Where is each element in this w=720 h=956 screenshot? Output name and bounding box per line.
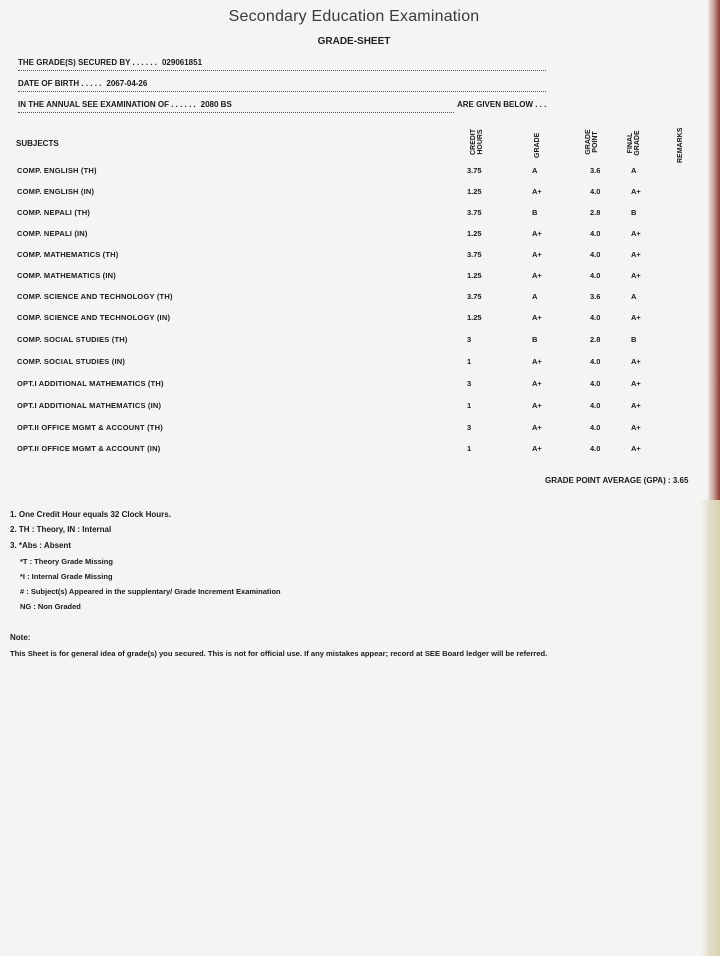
subject-name: COMP. ENGLISH (IN) [17,187,95,196]
table-row [0,166,708,180]
subject-name: COMP. NEPALI (TH) [17,208,91,217]
grade-point: 4.0 [590,229,601,238]
final-grade: A+ [631,423,641,432]
grade-point: 2.8 [590,335,601,344]
table-row [0,444,708,458]
final-grade: A+ [631,271,641,280]
subject-name: COMP. SOCIAL STUDIES (TH) [17,335,128,344]
credit-hours: 1.25 [467,229,482,238]
final-grade: B [631,208,637,217]
grade: A+ [532,444,542,453]
credit-hours: 1.25 [467,313,482,322]
grade: A [532,166,538,175]
footnote-th-in: 2. TH : Theory, IN : Internal [10,525,112,534]
grade-point: 4.0 [590,401,601,410]
table-row [0,229,708,243]
footnote-absent: 3. *Abs : Absent [10,541,72,550]
table-row [0,271,708,285]
secured-by-line [18,58,546,71]
dob-label: DATE OF BIRTH . . . . . [18,79,104,88]
footnote-internal-missing: *I : Internal Grade Missing [20,572,113,581]
exam-value: 2080 BS [201,100,235,109]
final-grade: A [631,292,637,301]
final-grade: A+ [631,379,641,388]
grade: A+ [532,423,542,432]
credit-hours: 3.75 [467,292,482,301]
subject-name: OPT.I ADDITIONAL MATHEMATICS (IN) [17,401,162,410]
table-row [0,423,708,437]
grade-point: 4.0 [590,313,601,322]
table-row [0,208,708,222]
subject-name: OPT.I ADDITIONAL MATHEMATICS (TH) [17,379,164,388]
grade-point: 4.0 [590,379,601,388]
subject-name: OPT.II OFFICE MGMT & ACCOUNT (IN) [17,444,161,453]
credit-hours: 3.75 [467,208,482,217]
grade-point: 4.0 [590,250,601,259]
grade: A+ [532,187,542,196]
footnote-credit-hour: 1. One Credit Hour equals 32 Clock Hours. [10,510,171,519]
grade-sheet-heading: GRADE-SHEET [317,36,391,47]
grade-header: GRADE [534,132,541,158]
footnote-non-graded: NG : Non Graded [20,602,81,611]
subject-name: COMP. MATHEMATICS (TH) [17,250,119,259]
credit-hours: 3 [467,335,472,344]
subject-name: COMP. SCIENCE AND TECHNOLOGY (TH) [17,292,173,301]
remarks-header: REMARKS [677,127,684,163]
footnote-supplementary: # : Subject(s) Appeared in the supplentary/ Grade Increment Examination [20,587,281,596]
final-grade: A+ [631,313,641,322]
final-grade: A+ [631,229,641,238]
subject-name: COMP. NEPALI (IN) [17,229,88,238]
grade: A [532,292,538,301]
credit-hours: 3 [467,379,472,388]
table-row [0,250,708,264]
subject-name: COMP. ENGLISH (TH) [17,166,97,175]
exam-title: Secondary Education Examination [228,8,480,25]
dob-line [18,79,546,92]
credit-hours-header: CREDIT HOURS [470,128,484,156]
credit-hours: 3 [467,423,472,432]
grade: A+ [532,313,542,322]
secured-by-label: THE GRADE(S) SECURED BY . . . . . . [18,58,160,67]
credit-hours: 1 [467,357,472,366]
grade: B [532,335,538,344]
credit-hours: 1.25 [467,187,482,196]
grade-point: 4.0 [590,444,601,453]
table-row [0,187,708,201]
table-row [0,335,708,349]
table-row [0,313,708,327]
gpa-summary: GRADE POINT AVERAGE (GPA) : 3.65 [545,476,689,485]
final-grade: B [631,335,637,344]
final-grade-header: FINAL GRADE [627,130,641,156]
grade: A+ [532,271,542,280]
credit-hours: 1 [467,401,472,410]
final-grade: A [631,166,637,175]
note-label: Note: [10,633,31,642]
grade-point: 3.6 [590,166,601,175]
note-text: This Sheet is for general idea of grade(s) you secured. This is not for official use. If any mistakes appear; record at SEE Board ledger will be referred. [10,649,548,658]
grade: A+ [532,357,542,366]
credit-hours: 3.75 [467,166,482,175]
grade-point: 4.0 [590,423,601,432]
subject-name: COMP. MATHEMATICS (IN) [17,271,116,280]
secured-by-value: 029061851 [162,58,205,67]
grade: A+ [532,401,542,410]
exam-label: IN THE ANNUAL SEE EXAMINATION OF . . . . . . [18,100,199,109]
table-row [0,357,708,371]
credit-hours: 1.25 [467,271,482,280]
grade-point-header: GRADE POINT [585,129,599,155]
subject-name: COMP. SOCIAL STUDIES (IN) [17,357,126,366]
subjects-header: SUBJECTS [16,139,59,148]
footnote-theory-missing: *T : Theory Grade Missing [20,557,113,566]
final-grade: A+ [631,187,641,196]
final-grade: A+ [631,357,641,366]
dob-value: 2067-04-26 [106,79,150,88]
paper-edge-shadow [700,500,720,956]
grade-point: 4.0 [590,357,601,366]
given-below-text: ARE GIVEN BELOW . . . [457,100,547,109]
table-row [0,292,708,306]
grade: A+ [532,250,542,259]
grade: A+ [532,229,542,238]
grade-point: 4.0 [590,187,601,196]
grade-point: 2.8 [590,208,601,217]
final-grade: A+ [631,401,641,410]
grade-point: 4.0 [590,271,601,280]
exam-line [18,100,454,113]
final-grade: A+ [631,250,641,259]
credit-hours: 1 [467,444,472,453]
grade: A+ [532,379,542,388]
table-row [0,401,708,415]
table-row [0,379,708,393]
credit-hours: 3.75 [467,250,482,259]
grade-point: 3.6 [590,292,601,301]
subject-name: COMP. SCIENCE AND TECHNOLOGY (IN) [17,313,171,322]
subject-name: OPT.II OFFICE MGMT & ACCOUNT (TH) [17,423,163,432]
grade: B [532,208,538,217]
final-grade: A+ [631,444,641,453]
